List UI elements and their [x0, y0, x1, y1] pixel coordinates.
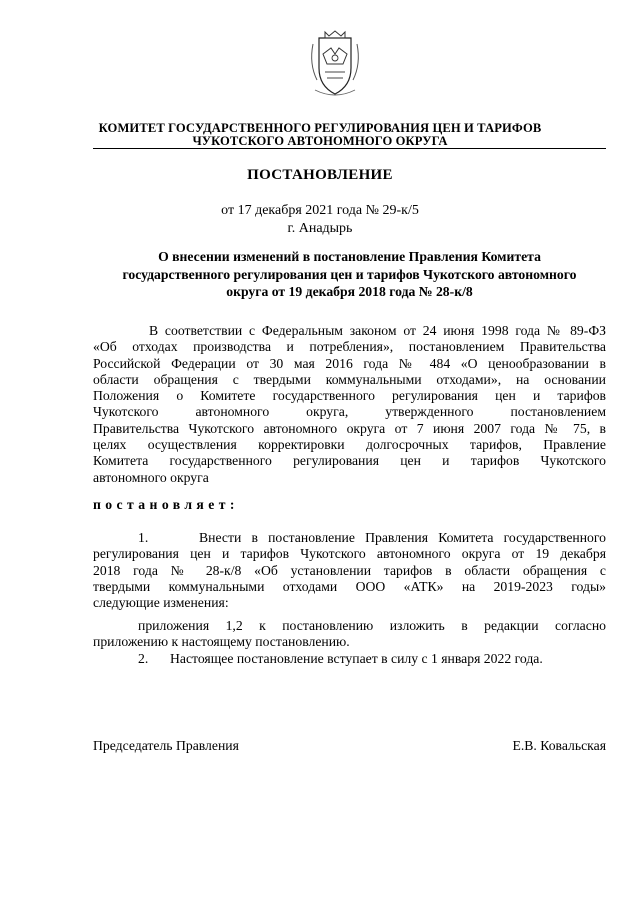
preamble-line: Российской Федерации от 30 мая 2016 года № 484 «О ценообразовании в — [93, 355, 606, 371]
item-1-sub-line: приложения 1,2 к постановлению изложить в редакции согласно — [138, 618, 606, 633]
item-1-paragraph — [93, 530, 606, 611]
preamble-line: Комитета государственного регулирования цен и тарифов Чукотского — [93, 453, 606, 469]
item-2-paragraph — [93, 651, 606, 667]
preamble-line: целях осуществления корректировки долгосрочных тарифов, Правление — [93, 437, 606, 453]
header-divider — [93, 148, 606, 149]
document-city: г. Анадырь — [287, 221, 353, 236]
subject-line: государственного регулирования цен и тарифов Чукотского автономного — [122, 266, 577, 282]
coat-of-arms-icon — [303, 24, 367, 104]
item-1-sub-paragraph — [93, 618, 606, 651]
signatory-position: Председатель Правления — [93, 738, 239, 753]
preamble-line: области обращения с твердыми коммунальными отходами», на основании — [93, 371, 606, 387]
preamble-line: Чукотского автономного округа, утвержденного постановлением — [93, 404, 606, 420]
decree-word: постановляет: — [93, 497, 239, 512]
item-1-number: 1. — [138, 530, 149, 545]
subject-line: округа от 19 декабря 2018 года № 28-к/8 — [226, 284, 473, 299]
item-2-text: Настоящее постановление вступает в силу с 1 января 2022 года. — [170, 651, 543, 666]
preamble-line: Положения о Комитете государственного регулирования цен и тарифов — [93, 388, 606, 404]
preamble-line: В соответствии с Федеральным законом от 24 июня 1998 года № 89-ФЗ — [149, 323, 606, 338]
item-1-sub-line: приложению к настоящему постановлению. — [93, 634, 350, 650]
preamble-paragraph — [93, 323, 606, 486]
document-date-number: от 17 декабря 2021 года № 29-к/5 — [221, 203, 419, 218]
document-type-title: ПОСТАНОВЛЕНИЕ — [247, 167, 393, 183]
preamble-line: Правительства Чукотского автономного округа от 7 июня 2007 года № 75, в — [93, 420, 606, 436]
item-1-line: 2018 года № 28-к/8 «Об установлении тарифов в области обращения с — [93, 562, 606, 578]
item-1-line: регулирования цен и тарифов Чукотского автономного округа от 19 декабря — [93, 546, 606, 562]
preamble-line: автономного округа — [93, 469, 209, 485]
preamble-line: «Об отходах производства и потребления», постановлением Правительства — [93, 339, 606, 355]
item-1-line: следующие изменения: — [93, 595, 229, 611]
signatory-name: Е.В. Ковальская — [512, 738, 606, 753]
item-1-line: твердыми коммунальными отходами ООО «АТК» на 2019-2023 годы» — [93, 578, 606, 594]
item-2-number: 2. — [138, 651, 149, 666]
item-1-line — [93, 530, 606, 546]
item-1-text: Внести в постановление Правления Комитета государственного — [199, 530, 607, 545]
organization-name-line1: КОМИТЕТ ГОСУДАРСТВЕННОГО РЕГУЛИРОВАНИЯ ЦЕН И ТАРИФОВ — [98, 121, 542, 135]
organization-name-line2: ЧУКОТСКОГО АВТОНОМНОГО ОКРУГА — [192, 134, 448, 148]
subject-line: О внесении изменений в постановление Правления Комитета — [158, 249, 541, 264]
document-subject — [93, 248, 606, 301]
